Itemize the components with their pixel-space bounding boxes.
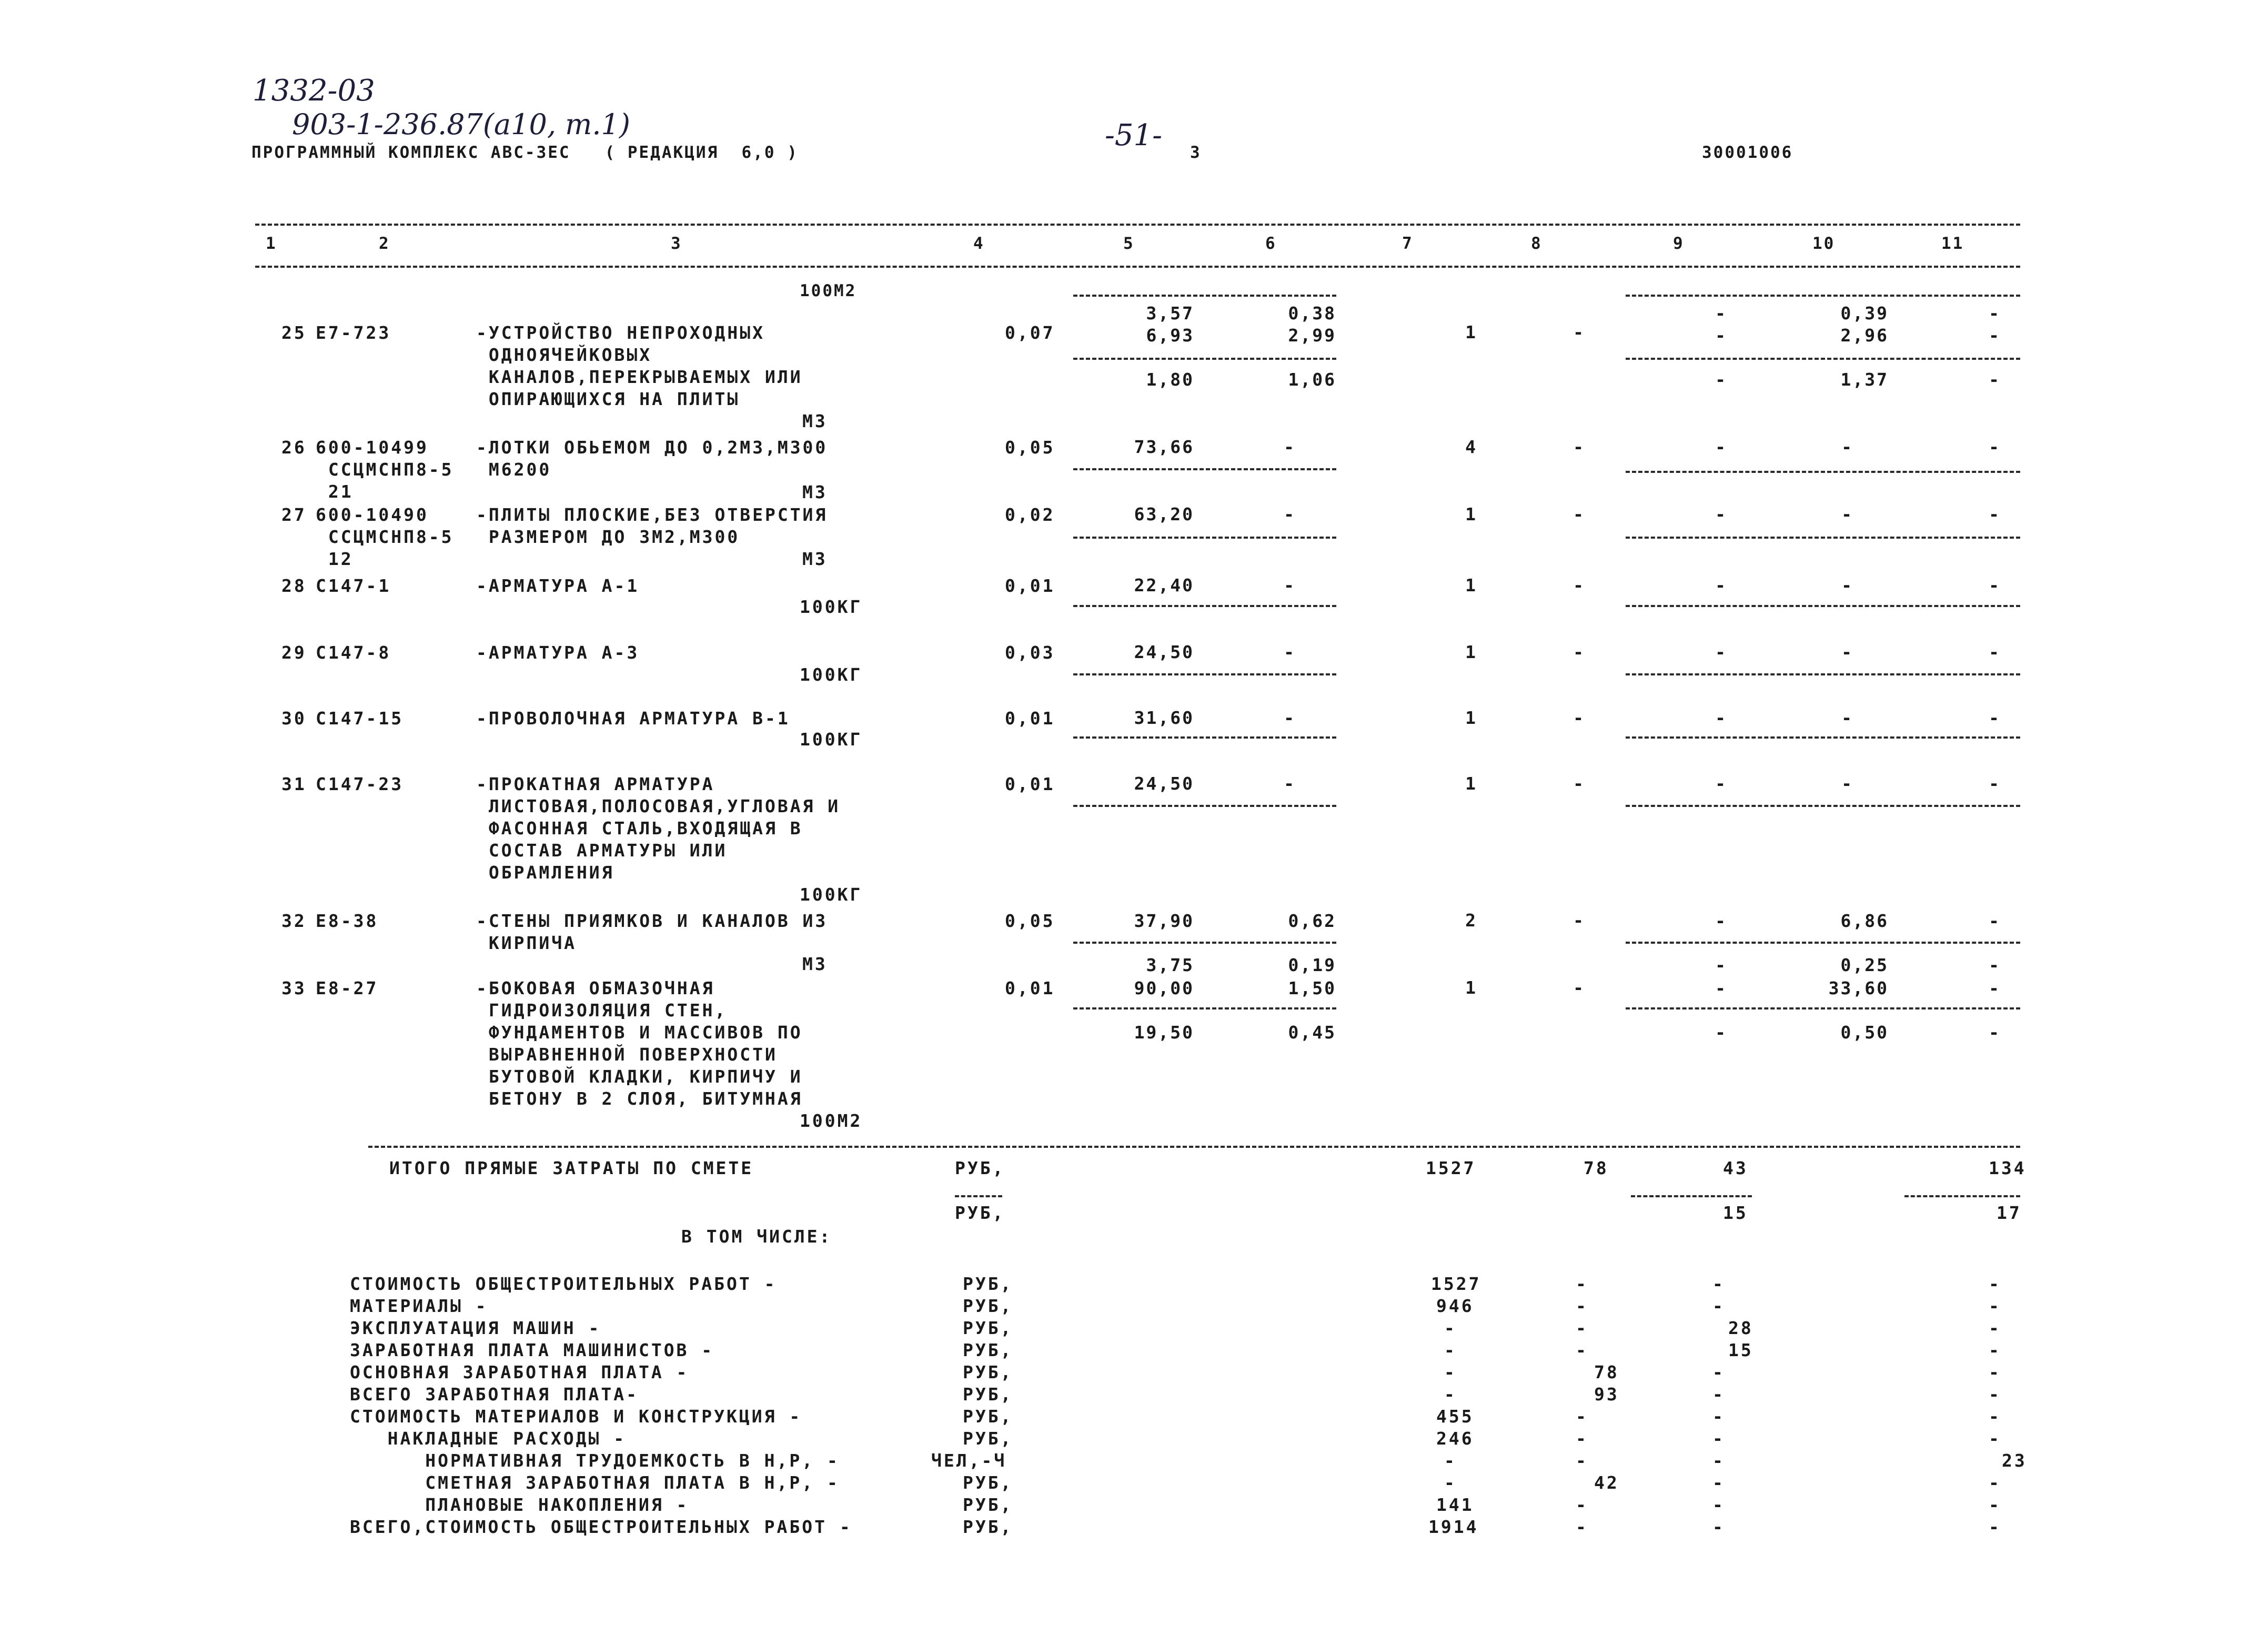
row-name: -ЛОТКИ ОБЬЕМОМ ДО 0,2М3,М300 М6200: [476, 437, 828, 480]
summary-col8: 42: [1594, 1472, 1619, 1493]
row-separator: [1073, 537, 1336, 539]
row-unit: 100М2: [800, 1110, 863, 1131]
col-header: 3: [671, 234, 682, 253]
summary-col8: -: [1576, 1406, 1588, 1427]
row-col7: 1: [1465, 977, 1476, 998]
summary-unit: РУБ,: [963, 1517, 1013, 1537]
row-col5: 90,00 19,50: [1134, 978, 1194, 1043]
row-separator: [1626, 673, 2020, 675]
row-col7: 1: [1465, 575, 1476, 595]
row-separator: [1626, 605, 2020, 607]
row-col6: 0,62 0,19: [1288, 911, 1336, 975]
totals-label: ИТОГО ПРЯМЫЕ ЗАТРАТЫ ПО СМЕТЕ: [389, 1158, 754, 1178]
row-col6: 1,50 0,45: [1288, 978, 1336, 1043]
summary-col7: -: [1444, 1450, 1457, 1471]
row-col10: -: [1841, 708, 1852, 728]
row-col10: 6,86 0,25: [1840, 911, 1889, 975]
row-separator: [1073, 605, 1336, 607]
row-col7: 1: [1465, 504, 1476, 524]
row-separator: [1073, 805, 1336, 807]
row-col9: - -: [1715, 911, 1726, 975]
row-number: 31: [281, 774, 307, 794]
row-code: Е7-723: [316, 322, 391, 343]
summary-col7: 1527: [1431, 1274, 1481, 1294]
summary-col11: -: [1989, 1318, 2001, 1338]
summary-col9: -: [1712, 1472, 1725, 1493]
row-name: -ПРОКАТНАЯ АРМАТУРА ЛИСТОВАЯ,ПОЛОСОВАЯ,УГЛОВАЯ И ФАСОННАЯ СТАЛЬ,ВХОДЯЩАЯ В СОСТАВ АРМАТУРЫ ИЛИ ОБРАМЛЕНИЯ: [476, 774, 841, 883]
summary-unit: РУБ,: [963, 1340, 1013, 1360]
row-separator: [1626, 295, 2020, 297]
summary-col8: 78: [1594, 1362, 1619, 1382]
row-name: -БОКОВАЯ ОБМАЗОЧНАЯ ГИДРОИЗОЛЯЦИЯ СТЕН, ФУНДАМЕНТОВ И МАССИВОВ ПО ВЫРАВНЕННОЙ ПОВЕРХНОСТИ БУТОВОЙ КЛАДКИ, КИРПИЧУ И БЕТОНУ В 2 СЛОЯ, БИТУМНАЯ: [476, 978, 803, 1109]
row-col10: -: [1841, 575, 1852, 595]
row-col6: -: [1284, 773, 1294, 794]
totals-col9-secondary: 15: [1723, 1203, 1748, 1223]
summary-col7: 946: [1436, 1296, 1474, 1316]
row-code: С147-8: [316, 642, 391, 663]
summary-unit: РУБ,: [963, 1274, 1013, 1294]
row-qty: 0,02: [1005, 504, 1055, 525]
row-col11: -: [1989, 504, 1999, 524]
row-unit: М3: [802, 954, 828, 974]
row-col8: -: [1573, 322, 1584, 342]
summary-label: ПЛАНОВЫЕ НАКОПЛЕНИЯ -: [350, 1494, 689, 1515]
row-separator: [1073, 1007, 1336, 1009]
row-name: -ПЛИТЫ ПЛОСКИЕ,БЕЗ ОТВЕРСТИЯ РАЗМЕРОМ ДО 3М2,М300: [476, 504, 828, 547]
summary-col7: 246: [1436, 1428, 1474, 1449]
row-qty: 0,05: [1005, 911, 1055, 931]
row-col8: -: [1573, 708, 1584, 728]
row-separator: [1073, 942, 1336, 944]
row-col11: -: [1989, 575, 1999, 595]
summary-col7: -: [1444, 1362, 1457, 1382]
summary-label: ВСЕГО,СТОИМОСТЬ ОБЩЕСТРОИТЕЛЬНЫХ РАБОТ -: [350, 1517, 852, 1537]
row-unit: 100КГ: [800, 597, 863, 617]
summary-unit: РУБ,: [963, 1296, 1013, 1316]
row-qty: 0,01: [1005, 575, 1055, 596]
row-col9: -: [1715, 575, 1726, 595]
row-number: 33: [281, 978, 307, 998]
row-col10: -: [1841, 642, 1852, 662]
row-code: Е8-38: [316, 911, 379, 931]
col-header: 2: [379, 234, 390, 253]
handwritten-code: 1332-03: [253, 74, 375, 108]
summary-col8: -: [1576, 1450, 1588, 1471]
row-name: -АРМАТУРА А-3: [476, 642, 640, 663]
summary-unit: РУБ,: [963, 1318, 1013, 1338]
row-col6: -: [1284, 504, 1294, 524]
row-col10: -: [1841, 504, 1852, 524]
handwritten-project: 903-1-236.87(а10, т.1): [292, 108, 630, 141]
totals-col9: 43: [1723, 1158, 1748, 1178]
summary-col8: -: [1576, 1296, 1588, 1316]
summary-label: ВСЕГО ЗАРАБОТНАЯ ПЛАТА-: [350, 1384, 639, 1405]
summary-unit: РУБ,: [963, 1384, 1013, 1405]
row-col8: -: [1573, 575, 1584, 595]
row-separator: [1626, 805, 2020, 807]
summary-col8: -: [1576, 1318, 1588, 1338]
row-col11: - -: [1989, 911, 1999, 975]
summary-col9: 28: [1728, 1318, 1753, 1338]
summary-col11: -: [1989, 1494, 2001, 1515]
row-col6: -: [1284, 437, 1294, 457]
row-col9: -: [1715, 708, 1726, 728]
summary-col7: -: [1444, 1318, 1457, 1338]
document-number: 30001006: [1702, 143, 1793, 162]
row-unit: 100КГ: [800, 884, 863, 905]
table-top-rule: [255, 224, 2020, 226]
row-col5: 73,66: [1134, 437, 1194, 457]
row-name: -УСТРОЙСТВО НЕПРОХОДНЫХ ОДНОЯЧЕЙКОВЫХ КАНАЛОВ,ПЕРЕКРЫВАЕМЫХ ИЛИ ОПИРАЮЩИХСЯ НА ПЛИТЫ: [476, 322, 803, 409]
row-col8: -: [1573, 437, 1584, 457]
row-name: -СТЕНЫ ПРИЯМКОВ И КАНАЛОВ ИЗ КИРПИЧА: [476, 911, 828, 953]
summary-unit: РУБ,: [963, 1406, 1013, 1427]
col-header: 1: [266, 234, 277, 253]
row-col11: -: [1989, 708, 1999, 728]
row-col11: -: [1989, 642, 1999, 662]
summary-col11: -: [1989, 1428, 2001, 1449]
row-number: 27: [281, 504, 307, 525]
summary-col9: -: [1712, 1494, 1725, 1515]
row-col5: 24,50: [1134, 642, 1194, 662]
row-code: С147-23: [316, 774, 404, 794]
summary-col11: -: [1989, 1406, 2001, 1427]
summary-unit: ЧЕЛ,-Ч: [931, 1450, 1007, 1471]
row-unit: 100КГ: [800, 729, 863, 750]
col-header: 9: [1673, 234, 1685, 253]
row-col10: 33,60 0,50: [1828, 978, 1889, 1043]
row-separator: [1073, 468, 1336, 470]
row-number: 29: [281, 642, 307, 663]
col-header: 8: [1531, 234, 1543, 253]
row-separator: [1626, 471, 2020, 473]
totals-col11: 134: [1989, 1158, 2027, 1178]
summary-col7: -: [1444, 1472, 1457, 1493]
totals-rule: [368, 1146, 2020, 1148]
col-header: 4: [973, 234, 985, 253]
row-number: 32: [281, 911, 307, 931]
row-col5: 3,57 6,93 1,80: [1146, 303, 1194, 390]
row-separator: [1073, 295, 1336, 297]
summary-col7: 455: [1436, 1406, 1474, 1427]
totals-col7: 1527: [1426, 1158, 1476, 1178]
totals-unit: РУБ,: [955, 1203, 1005, 1223]
row-col9: -: [1715, 773, 1726, 794]
row-col7: 1: [1465, 773, 1476, 794]
table-header-rule: [255, 266, 2020, 268]
summary-col7: 1914: [1428, 1517, 1479, 1537]
summary-col9: -: [1712, 1362, 1725, 1382]
summary-col9: -: [1712, 1428, 1725, 1449]
row-number: 30: [281, 708, 307, 729]
row-col8: -: [1573, 504, 1584, 524]
row-col9: - - -: [1715, 303, 1726, 390]
row-col7: 1: [1465, 642, 1476, 662]
row-col5: 22,40: [1134, 575, 1194, 595]
row-separator: [1073, 736, 1336, 739]
row-col9: - -: [1715, 978, 1726, 1043]
row-col7: 1: [1465, 708, 1476, 728]
summary-label: СТОИМОСТЬ МАТЕРИАЛОВ И КОНСТРУКЦИЯ -: [350, 1406, 802, 1427]
summary-label: НАКЛАДНЫЕ РАСХОДЫ -: [350, 1428, 627, 1449]
row-col11: -: [1989, 773, 1999, 794]
row-col10: 0,39 2,96 1,37: [1840, 303, 1889, 390]
col-header: 7: [1402, 234, 1414, 253]
row-number: 28: [281, 575, 307, 596]
row-separator: [1073, 358, 1336, 360]
row-col5: 31,60: [1134, 708, 1194, 728]
summary-col9: -: [1712, 1406, 1725, 1427]
row-qty: 0,07: [1005, 322, 1055, 343]
row-unit: М3: [802, 482, 828, 502]
row-col9: -: [1715, 504, 1726, 524]
col-header: 5: [1123, 234, 1135, 253]
summary-label: ЭКСПЛУАТАЦИЯ МАШИН -: [350, 1318, 601, 1338]
row-number: 26: [281, 437, 307, 458]
row-col6: -: [1284, 708, 1294, 728]
sheet-number: 3: [1190, 143, 1202, 162]
row-col10: -: [1841, 437, 1852, 457]
col-header: 11: [1941, 234, 1964, 253]
summary-col11: -: [1989, 1517, 2001, 1537]
summary-col8: -: [1576, 1340, 1588, 1360]
row-col8: -: [1573, 977, 1584, 998]
col-header: 6: [1265, 234, 1277, 253]
row-separator: [1626, 1007, 2020, 1009]
summary-unit: РУБ,: [963, 1494, 1013, 1515]
summary-label: ЗАРАБОТНАЯ ПЛАТА МАШИНИСТОВ -: [350, 1340, 714, 1360]
totals-sub-rule: [955, 1195, 1002, 1197]
summary-label: НОРМАТИВНАЯ ТРУДОЕМКОСТЬ В Н,Р, -: [350, 1450, 840, 1471]
summary-unit: РУБ,: [963, 1362, 1013, 1382]
row-col8: -: [1573, 773, 1584, 794]
summary-col11: -: [1989, 1362, 2001, 1382]
row-separator: [1626, 942, 2020, 944]
row-col7: 4: [1465, 437, 1476, 457]
summary-col9: -: [1712, 1384, 1725, 1405]
row-separator: [1626, 736, 2020, 739]
totals-unit: РУБ,: [955, 1158, 1005, 1178]
summary-col9: -: [1712, 1517, 1725, 1537]
summary-col7: -: [1444, 1340, 1457, 1360]
summary-col9: -: [1712, 1450, 1725, 1471]
row-code: С147-1: [316, 575, 391, 596]
row-col6: -: [1284, 575, 1294, 595]
totals-sub-rule: [1904, 1195, 2020, 1197]
row-col11: - -: [1989, 978, 1999, 1043]
summary-col8: -: [1576, 1428, 1588, 1449]
col-header: 10: [1812, 234, 1836, 253]
summary-col8: -: [1576, 1274, 1588, 1294]
summary-col11: -: [1989, 1274, 2001, 1294]
row-col7: 2: [1465, 910, 1476, 931]
row-qty: 0,01: [1005, 978, 1055, 998]
row-col8: -: [1573, 642, 1584, 662]
summary-unit: РУБ,: [963, 1428, 1013, 1449]
row-code: С147-15: [316, 708, 404, 729]
row-col11: -: [1989, 437, 1999, 457]
row-col9: -: [1715, 642, 1726, 662]
program-header: ПРОГРАММНЫЙ КОМПЛЕКС АВС-ЗЕС ( РЕДАКЦИЯ 6,0 ): [251, 143, 799, 162]
summary-unit: РУБ,: [963, 1472, 1013, 1493]
summary-label: СМЕТНАЯ ЗАРАБОТНАЯ ПЛАТА В Н,Р, -: [350, 1472, 840, 1493]
row-qty: 0,05: [1005, 437, 1055, 458]
handwritten-page-number: -51-: [1105, 118, 1163, 153]
row-col11: - - -: [1989, 303, 1999, 390]
unit-label: 100М2: [800, 281, 857, 300]
row-code: 600-10490 ССЦМСНП8-5 12: [316, 504, 454, 569]
summary-label: ОСНОВНАЯ ЗАРАБОТНАЯ ПЛАТА -: [350, 1362, 689, 1382]
summary-col11: -: [1989, 1296, 2001, 1316]
summary-col11: 23: [2002, 1450, 2027, 1471]
summary-col8: 93: [1594, 1384, 1619, 1405]
summary-col11: -: [1989, 1384, 2001, 1405]
row-number: 25: [281, 322, 307, 343]
summary-col8: -: [1576, 1517, 1588, 1537]
row-col6: 0,38 2,99 1,06: [1288, 303, 1336, 390]
summary-col9: 15: [1728, 1340, 1753, 1360]
row-col5: 24,50: [1134, 773, 1194, 794]
summary-col11: -: [1989, 1472, 2001, 1493]
row-col7: 1: [1465, 322, 1476, 342]
row-qty: 0,01: [1005, 774, 1055, 794]
summary-col11: -: [1989, 1340, 2001, 1360]
totals-col8: 78: [1584, 1158, 1609, 1178]
row-qty: 0,03: [1005, 642, 1055, 663]
row-col8: -: [1573, 910, 1584, 931]
row-col10: -: [1841, 773, 1852, 794]
totals-sub-rule: [1631, 1195, 1752, 1197]
row-separator: [1626, 358, 2020, 360]
summary-col7: -: [1444, 1384, 1457, 1405]
row-name: -ПРОВОЛОЧНАЯ АРМАТУРА В-1: [476, 708, 790, 729]
row-code: 600-10499 ССЦМСНП8-5 21: [316, 437, 454, 502]
summary-col9: -: [1712, 1274, 1725, 1294]
row-separator: [1073, 673, 1336, 675]
row-unit: М3: [802, 549, 828, 569]
summary-label: СТОИМОСТЬ ОБЩЕСТРОИТЕЛЬНЫХ РАБОТ -: [350, 1274, 777, 1294]
row-name: -АРМАТУРА А-1: [476, 575, 640, 596]
row-unit: М3: [802, 411, 828, 431]
row-separator: [1626, 537, 2020, 539]
including-heading: В ТОМ ЧИСЛЕ:: [681, 1226, 832, 1247]
row-qty: 0,01: [1005, 708, 1055, 729]
row-code: Е8-27: [316, 978, 379, 998]
row-col6: -: [1284, 642, 1294, 662]
summary-label: МАТЕРИАЛЫ -: [350, 1296, 488, 1316]
row-unit: 100КГ: [800, 664, 863, 685]
row-col5: 63,20: [1134, 504, 1194, 524]
row-col9: -: [1715, 437, 1726, 457]
summary-col9: -: [1712, 1296, 1725, 1316]
summary-col7: 141: [1436, 1494, 1474, 1515]
row-col5: 37,90 3,75: [1134, 911, 1194, 975]
summary-col8: -: [1576, 1494, 1588, 1515]
totals-col11-secondary: 17: [1997, 1203, 2022, 1223]
